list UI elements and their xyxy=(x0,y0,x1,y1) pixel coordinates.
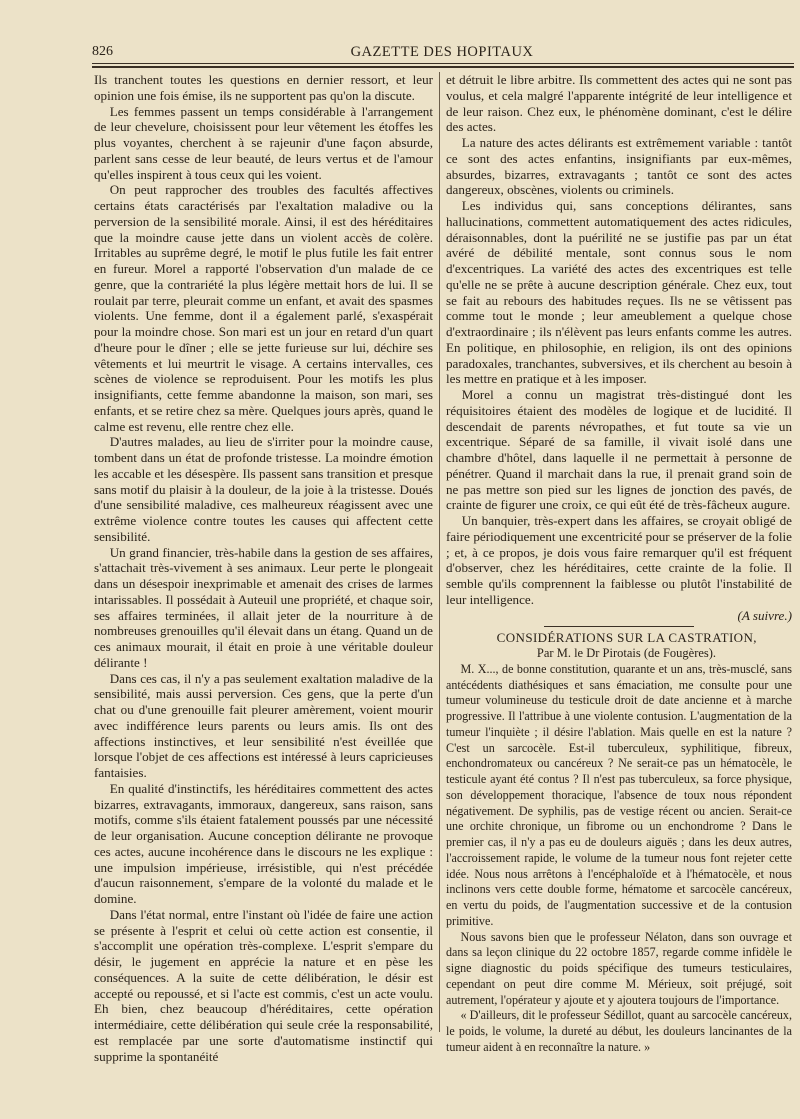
paragraph: Dans l'état normal, entre l'instant où l'idée de faire une action se présente à l'esprit et celui où cette action est consentie, il s'accomplit une opération très-complexe. L'esprit s'empare du désir, le jugement en apprécie la nature et en pèse les conséquences. A la suite de cette délibération, le désir est accepté ou repoussé, et si l'acte est commis, c'est un acte voulu. Eh bien, chez beaucoup d'héréditaires, cette opération intermédiaire, cette délibération qui seule crée la responsabilité, est remplacée par une sorte d'automatisme instinctif qui supprime la spontanéité xyxy=(94,906,433,1064)
to-be-continued: (A suivre.) xyxy=(737,607,792,623)
paragraph: Dans ces cas, il n'y a pas seulement exaltation maladive de la sensibilité, mais aussi perversion. Ces gens, que la perte d'un chat ou d'une grenouille fait pleurer amèrement, voient mourir avec indifférence leurs parents ou leurs amis. Ils ont des affections instinctives, et leur sensibilité n'est éveillée que lorsque l'objet de ces affections est intéressé à leurs capricieuses fantaisies. xyxy=(94,670,433,780)
header-rule xyxy=(92,63,794,64)
paragraph: Nous savons bien que le professeur Nélaton, dans son ouvrage et dans sa leçon clinique du 22 octobre 1857, regarde comme infidèle le signe diagnostic du poids spécifique des tumeurs testiculaires, cependant on peut dire comme M. Mérieux, soit préjugé, soit autrement, l'opérateur y ajoute et y ajoutera toujours de l'importance. xyxy=(446,929,792,1007)
journal-title: GAZETTE DES HOPITAUX xyxy=(350,44,534,60)
right-column xyxy=(446,72,792,1056)
article-byline: Par M. le Dr Pirotais (de Fougères). xyxy=(536,646,717,660)
section-title: CONSIDÉRATIONS SUR LA CASTRATION, xyxy=(496,630,757,646)
paragraph: La nature des actes délirants est extrêmement variable : tantôt ce sont des actes enfantins, insignifiants par eux-mêmes, absurdes, bizarres, extravagants ; tantôt ce sont des actes dangereux, obscènes, violents ou criminels. xyxy=(446,135,792,198)
paragraph: Un grand financier, très-habile dans la gestion de ses affaires, s'attachait très-vivement à ses animaux. Leur perte le plongeait dans un désespoir inexprimable et amenait des crises de larmes intarissables. Il possédait à Auteuil une propriété, et chaque soir, ses affaires terminées, il allait jeter de la nourriture à de nombreuses grenouilles qu'il élevait dans un étang. Quand un de ces animaux mourait, il était en proie à une véritable douleur délirante ! xyxy=(94,544,433,670)
paragraph: En qualité d'instinctifs, les héréditaires commettent des actes bizarres, extravagants, immoraux, dangereux, sans raison, sans motifs, comme s'ils étaient fatalement poussés par une nécessité de leur organisation. Aucune conception délirante ne provoque ces actes, aucune incohérence dans le discours ne les explique : une impulsion impérieuse, irrésistible, qui n'est précédée d'aucun raisonnement, s'empare de la volonté du malade et le domine. xyxy=(94,780,433,906)
paragraph: On peut rapprocher des troubles des facultés affectives certains états caractérisés par l'exaltation maladive ou la perversion de la sensibilité morale. Ainsi, il est des héréditaires que la moindre cause jette dans un violent accès de colère. Irritables au suprême degré, le motif le plus futile les fait entrer en fureur. Morel a rapporté l'observation d'un malade de ce genre, que la contrariété la plus légère mettait hors de lui. Il se roulait par terre, pleurait comme un enfant, et avait des spasmes violents. Une femme, dont il a également parlé, s'exaspérait pour la moindre chose. Son mari est un jour en retard d'un quart d'heure pour le dîner ; elle se jette furieuse sur lui, déchire ses vêtements et lui meurtrit le visage. A certains intervalles, ces scènes de violence se reproduisent. Pour les motifs les plus insignifiants, cette femme abandonne la maison, son mari, ses enfants, et se retire chez sa mère. Quelques jours après, quand le calme est revenu, elle rentre chez elle. xyxy=(94,182,433,434)
paragraph: Morel a connu un magistrat très-distingué dont les réquisitoires étaient des modèles de logique et de lucidité. Il descendait de parents névropathes, et fut toute sa vie un excentrique. Séparé de sa famille, il vivait isolé dans une chambre d'hôtel, dans laquelle il ne permettait à personne de pénétrer. Quand il marchait dans la rue, il prenait grand soin de ne pas mettre son pied sur les lignes de jonction des pavés, de crainte de figurer une croix, ce qui eût été de très-fâcheux augure. xyxy=(446,387,792,513)
paragraph: Un banquier, très-expert dans les affaires, se croyait obligé de faire périodiquement une excentricité pour se préserver de la folie ; et, à ce propos, je dois vous faire remarquer qu'il est fréquent d'observer, chez les héréditaires, cette crainte de la folie. Il semble qu'ils comprennent la faiblesse ou plutôt l'instabilité de leur intelligence. xyxy=(446,513,792,607)
paragraph: Les femmes passent un temps considérable à l'arrangement de leur chevelure, choisissent pour leur vêtement les étoffes les plus voyantes, cherchent à se rajeunir d'une façon absurde, parlent sans cesse de leur beauté, de leurs vertus et de l'amour qu'elles inspirent à tous ceux qui les voient. xyxy=(94,103,433,182)
left-column xyxy=(94,72,433,1064)
column-divider xyxy=(439,72,440,1032)
paragraph: D'autres malades, au lieu de s'irriter pour la moindre cause, tombent dans un état de profonde tristesse. La moindre émotion les accable et les désespère. Ils passent sans transition et presque sans motif du plaisir à la douleur, de la joie à la tristesse. Doués d'une sensibilité maladive, ces malheureux réagissent avec une extrême violence contre toutes les causes qui affectent cette sensibilité. xyxy=(94,434,433,544)
paragraph: et détruit le libre arbitre. Ils commettent des actes qui ne sont pas voulus, et cela malgré l'apparente intégrité de leur intelligence et de leur raison. Chez eux, le phénomène dominant, c'est le délire des actes. xyxy=(446,72,792,135)
section-divider xyxy=(544,626,694,627)
paragraph: Les individus qui, sans conceptions délirantes, sans hallucinations, commettent automatiquement des actes ridicules, déraisonnables, dont la puérilité ne se justifie pas par un état avéré de débilité mentale, sont connus sous le nom d'excentriques. La variété des actes des excentriques est telle qu'elle ne se prête à aucune description générale. Chez eux, tout se fait au rebours des habitudes reçues. Ils ne se vêtissent pas comme tout le monde ; leur ameublement a quelque chose d'extraordinaire ; ils n'élèvent pas leurs enfants comme les autres. En politique, en philosophie, en religion, ils ont des opinions paradoxales, tranchantes, subversives, et ils cherchent au besoin à les mettre en pratique et à les imposer. xyxy=(446,198,792,387)
page-number: 826 xyxy=(92,44,113,59)
paragraph: « D'ailleurs, dit le professeur Sédillot, quant au sarcocèle cancéreux, le poids, le volume, la dureté au début, les douleurs lancinantes de la tumeur aident à en reconnaître la nature. » xyxy=(446,1008,792,1054)
paragraph: Ils tranchent toutes les questions en dernier ressort, et leur opinion une fois émise, ils ne supportent pas qu'on la discute. xyxy=(94,72,433,103)
header-rule-thick xyxy=(92,66,794,68)
paragraph: M. X..., de bonne constitution, quarante et un ans, très-musclé, sans antécédents diathésiques et sans émaciation, me consulte pour une tumeur volumineuse du testicule droit de date ancienne et à marche progressive. Il l'attribue à une violente contusion. L'augmentation de la tumeur l'inquiète ; il désire l'ablation. Mais quelle en est la nature ? C'est un sarcocèle. Est-il tuberculeux, syphilitique, fibreux, enchondromateux ou cancéreux ? Ne serait-ce pas un hématocèle, le testicule ayant été contus ? Il n'est pas tuberculeux, sa force physique, son développement thoracique, l'absence de toux nous répondent négativement. De syphilis, pas de vestige récent ou ancien. Serait-ce une orchite chronique, un fibrome ou un enchondrome ? Dans le premier cas, il n'y a pas eu de douleurs aiguës ; dans les deux autres, l'accroissement rapide, le volume de la tumeur nous font rejeter cette idée. Nous nous arrêtons à l'encéphaloïde et à l'hématocèle, et nous inclinons vers cette double forme, hématome et sarcocèle cancéreux, en vertu du poids, de l'augmentation successive et de la contusion primitive. xyxy=(446,661,792,928)
